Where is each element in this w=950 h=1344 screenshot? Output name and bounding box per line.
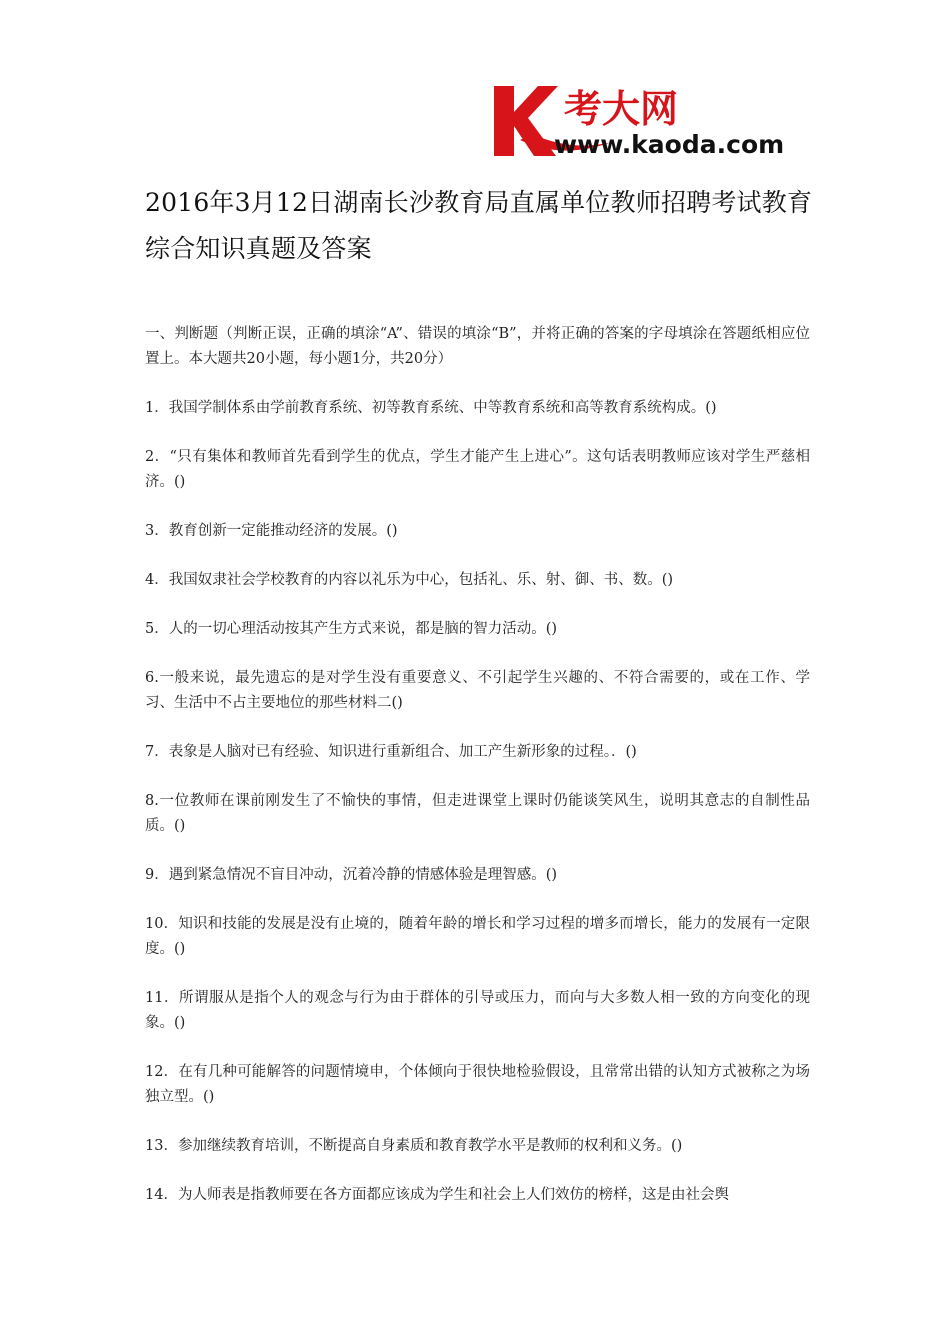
kaoda-logo — [492, 82, 810, 160]
document-title: 2016年3月12日湖南长沙教育局直属单位教师招聘考试教育综合知识真题及答案 — [145, 188, 813, 263]
question-item: 2．“只有集体和教师首先看到学生的优点，学生才能产生上进心”。这句话表明教师应该对学生严慈相济。() — [145, 449, 810, 490]
question-item: 4．我国奴隶社会学校教育的内容以礼乐为中心，包括礼、乐、射、御、书、数。() — [145, 572, 674, 588]
question-item: 8.一位教师在课前刚发生了不愉快的事情，但走进课堂上课时仍能谈笑风生，说明其意志的自制性品质。() — [145, 793, 810, 834]
question-item: 10．知识和技能的发展是没有止境的，随着年龄的增长和学习过程的增多而增长，能力的发展有一定限度。() — [145, 916, 810, 957]
question-item: 9．遇到紧急情况不盲目冲动，沉着冷静的情感体验是理智感。() — [145, 867, 558, 883]
logo-brand-text: 考大网 — [564, 87, 679, 131]
question-item: 1．我国学制体系由学前教育系统、初等教育系统、中等教育系统和高等教育系统构成。() — [145, 400, 717, 416]
kaoda-logo-graphic — [492, 82, 810, 160]
question-item: 13．参加继续教育培训，不断提高自身素质和教育教学水平是教师的权利和义务。() — [145, 1138, 683, 1154]
question-item: 11．所谓服从是指个人的观念与行为由于群体的引导或压力，而向与大多数人相一致的方向变化的现象。() — [145, 990, 810, 1031]
question-item: 14．为人师表是指教师要在各方面都应该成为学生和社会上人们效仿的榜样，这是由社会舆 — [145, 1187, 729, 1203]
question-item: 7．表象是人脑对已有经验、知识进行重新组合、加工产生新形象的过程。．() — [145, 744, 637, 760]
section-header: 一、判断题（判断正误，正确的填涂“A”、错误的填涂“B”，并将正确的答案的字母填涂在答题纸相应位置上。本大题共20小题，每小题1分，共20分） — [145, 326, 810, 367]
question-item: 6.一般来说，最先遗忘的是对学生没有重要意义、不引起学生兴趣的、不符合需要的，或在工作、学习、生活中不占主要地位的那些材料二() — [145, 670, 810, 711]
question-list — [145, 396, 810, 1208]
question-item: 12．在有几种可能解答的问题情境申，个体倾向于很快地检验假设，且常常出错的认知方式被称之为场独立型。() — [145, 1064, 810, 1105]
question-item: 3．教育创新一定能推动经济的发展。() — [145, 523, 398, 539]
document-body — [145, 322, 810, 1232]
question-item: 5．人的一切心理活动按其产生方式来说，都是脑的智力活动。() — [145, 621, 558, 637]
logo-url-text: www.kaoda.com — [554, 130, 785, 159]
